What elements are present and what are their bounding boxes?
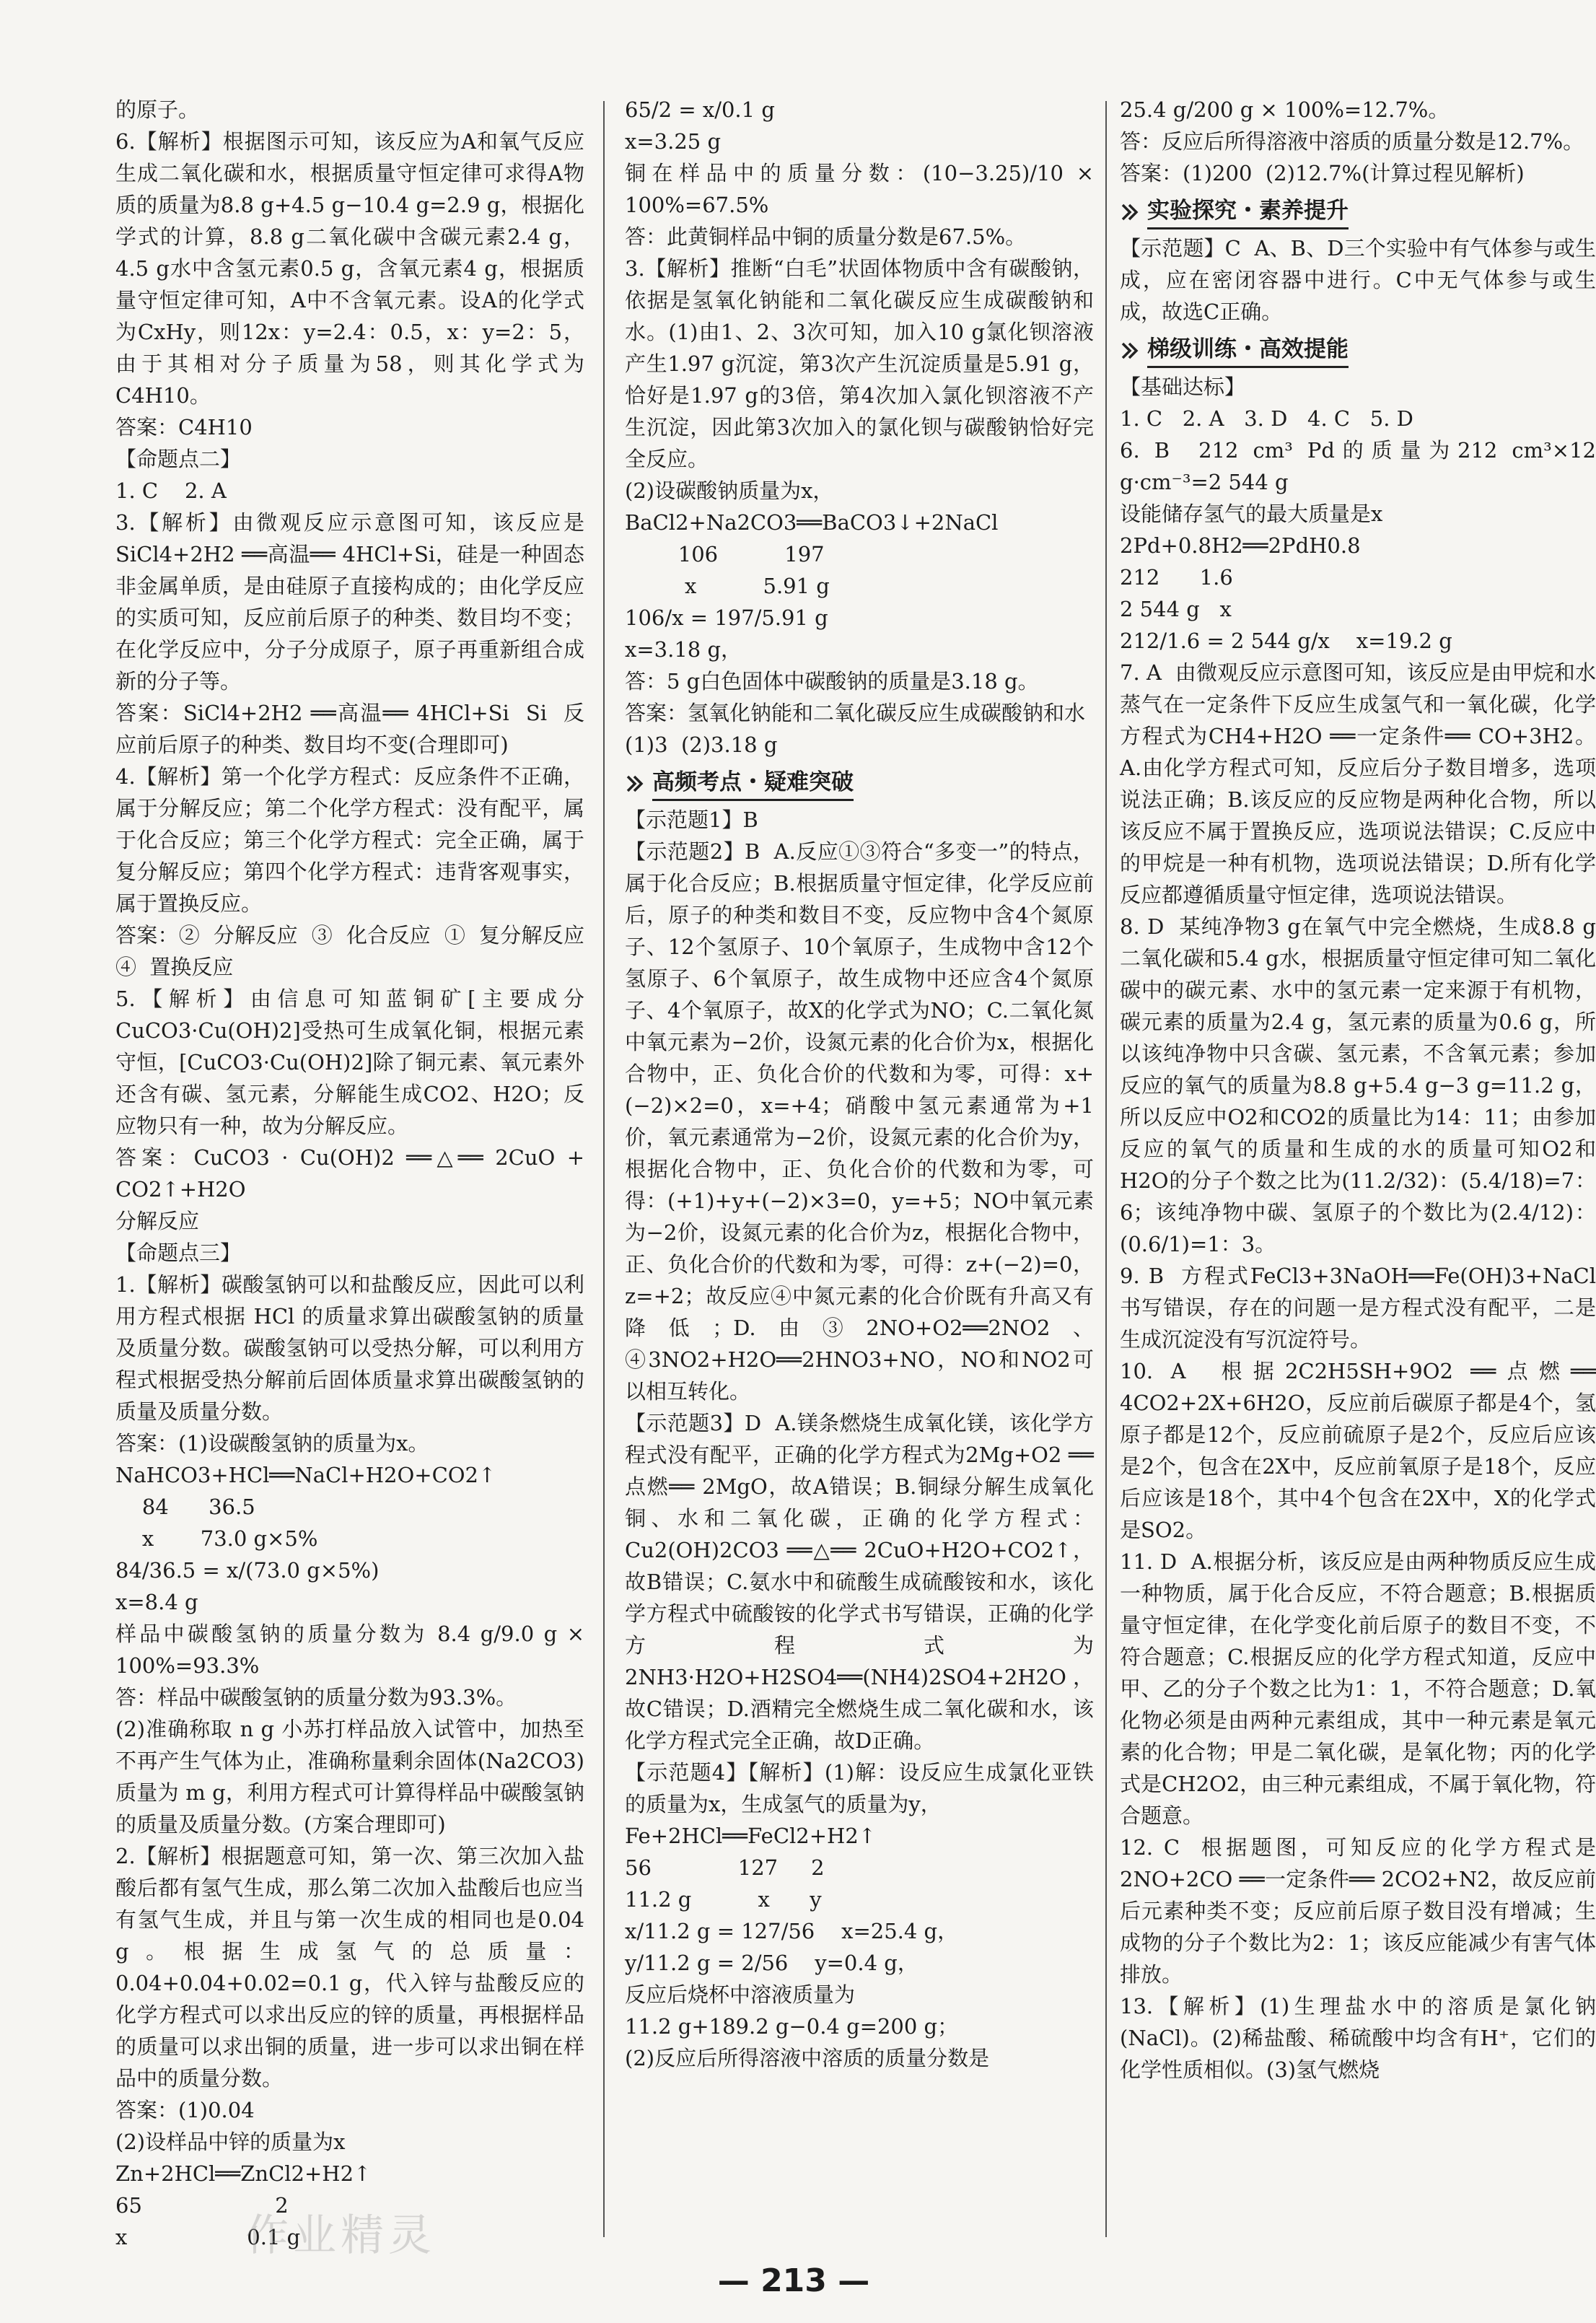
text-line: 答案：CuCO3 · Cu(OH)2 ══△══ 2CuO + CO2↑+H2O bbox=[115, 1145, 592, 1202]
text-line: 的原子。 bbox=[115, 97, 200, 122]
text-line: 【基础达标】 bbox=[1120, 375, 1246, 399]
text-line: 11.2 g+189.2 g−0.4 g=200 g； bbox=[625, 2014, 959, 2039]
text-line: 【示范题4】【解析】(1)解：设反应生成氯化亚铁的质量为x，生成氢气的质量为y， bbox=[625, 1760, 1094, 1816]
text-line: 56 127 2 bbox=[625, 1855, 825, 1880]
text-line: 84/36.5 = x/(73.0 g×5%) bbox=[115, 1558, 380, 1583]
text-line: 13.【解析】(1)生理盐水中的溶质是氯化钠(NaCl)。(2)稀盐酸、稀硫酸中均含有H⁺，它们的化学性质相似。(3)氢气燃烧 bbox=[1120, 1994, 1596, 2082]
text-line: 【命题点三】 bbox=[115, 1241, 242, 1265]
text-line: 答案：SiCl4+2H2 ══高温══ 4HCl+Si Si 反应前后原子的种类、数目均不变(合理即可) bbox=[115, 701, 584, 757]
text-line: 11.2 g x y bbox=[625, 1887, 822, 1912]
text-line: 答案：(1)设碳酸氢钠的质量为x。 bbox=[115, 1431, 429, 1456]
text-line: 106 197 bbox=[625, 542, 825, 566]
section-heading-text: 梯级训练・高效提能 bbox=[1147, 333, 1349, 368]
text-line: 答：反应后所得溶液中溶质的质量分数是12.7%。 bbox=[1120, 129, 1584, 154]
chevron-right-icon bbox=[625, 774, 645, 794]
text-line: 答案：(1)200 (2)12.7%(计算过程见解析) bbox=[1120, 161, 1525, 185]
text-line: x 73.0 g×5% bbox=[115, 1526, 318, 1551]
text-line: (2)准确称取 n g 小苏打样品放入试管中，加热至不再产生气体为止，准确称量剩余固体(Na2CO3)质量为 m g，利用方程式可计算得样品中碳酸氢钠的质量及质量分数。(方案合理即可) bbox=[115, 1717, 584, 1837]
text-line: 2 544 g x bbox=[1120, 597, 1232, 621]
text-line: 84 36.5 bbox=[115, 1495, 255, 1519]
text-line: 反应后烧杯中溶液质量为 bbox=[625, 1982, 856, 2007]
text-line: 答：此黄铜样品中铜的质量分数是67.5%。 bbox=[625, 224, 1027, 249]
text-line: (2)设碳酸钠质量为x， bbox=[625, 478, 834, 503]
text-line: 212/1.6 = 2 544 g/x x=19.2 g bbox=[1120, 629, 1452, 653]
section-heading-text: 实验探究・素养提升 bbox=[1147, 195, 1349, 229]
text-line: 铜在样品中的质量分数：(10−3.25)/10 × 100%=67.5% bbox=[625, 161, 1101, 217]
text-line: 11. D A.根据分析，该反应是由两种物质反应生成一种物质，属于化合反应，不符合题意；B.根据质量守恒定律，在化学变化前后原子的数目不变，不符合题意；C.根据反应的化学方程式知道，反应中甲、乙的分子个数之比为1：1，不符合题意；D.氧化物必须是由两种元素组成，其中一种元素是氧元素的化合物；甲是二氧化碳，是氧化物；丙的化学式是CH2O2，由三种元素组成，不属于氧化物，符合题意。 bbox=[1120, 1549, 1596, 1828]
text-line: 答：样品中碳酸氢钠的质量分数为93.3%。 bbox=[115, 1685, 517, 1710]
text-line: 106/x = 197/5.91 g bbox=[625, 605, 828, 630]
section-heading-text: 高频考点・疑难突破 bbox=[652, 766, 854, 801]
text-line: 答案：C4H10 bbox=[115, 415, 253, 439]
chevron-right-icon bbox=[1120, 341, 1140, 361]
column-divider bbox=[603, 101, 605, 2237]
text-line: Zn+2HCl══ZnCl2+H2↑ bbox=[115, 2161, 372, 2186]
column-divider bbox=[1105, 101, 1107, 2237]
text-line: x 5.91 g bbox=[625, 574, 830, 598]
text-line: 2.【解析】根据题意可知，第一次、第三次加入盐酸后都有氢气生成，那么第二次加入盐酸后也应当有氢气生成，并且与第一次生成的相同也是0.04 g。根据生成氢气的总质量：0.04+0.04+0.02=0.1 g，代入锌与盐酸反应的化学方程式可以求出反应的锌的质量，再根据样品的质量可以求出铜的质量，进一步可以求出铜在样品中的质量分数。 bbox=[115, 1844, 592, 2091]
text-line: 12. C 根据题图，可知反应的化学方程式是2NO+2CO ══一定条件══ 2CO2+N2，故反应前后元素种类不变；反应前后原子数目没有增减；生成物的分子个数比为2：1；该反应能减少有害气体排放。 bbox=[1120, 1835, 1596, 1987]
text-line: x=3.25 g bbox=[625, 129, 722, 154]
text-line: (2)反应后所得溶液中溶质的质量分数是 bbox=[625, 2046, 990, 2070]
text-line: 【示范题3】D A.镁条燃烧生成氧化镁，该化学方程式没有配平，正确的化学方程式为2Mg+O2 ══点燃══ 2MgO，故A错误；B.铜绿分解生成氧化铜、水和二氧化碳，正确的化学方程式：Cu2(OH)2CO3 ══△══ 2CuO+H2O+CO2↑，故B错误；C.氨水中和硫酸生成硫酸铵和水，该化学方程式中硫酸铵的化学式书写错误，正确的化学方程式为2NH3·H2O+H2SO4══(NH4)2SO4+2H2O，故C错误；D.酒精完全燃烧生成二氧化碳和水，该化学方程式完全正确，故D正确。 bbox=[625, 1411, 1094, 1753]
text-line: 8. D 某纯净物3 g在氧气中完全燃烧，生成8.8 g二氧化碳和5.4 g水，根据质量守恒定律可知二氧化碳中的碳元素、水中的氢元素一定来源于有机物，碳元素的质量为2.4 g，氢元素的质量为0.6 g，所以该纯净物中只含碳、氢元素，不含氧元素；参加反应的氧气的质量为8.8 g+5.4 g−3 g=11.2 g，所以反应中O2和CO2的质量比为14：11；由参加反应的氧气的质量和生成的水的质量可知O2和H2O的分子个数之比为(11.2/32)：(5.4/18)=7：6；该纯净物中碳、氢原子的个数比为(2.4/12)：(0.6/1)=1：3。 bbox=[1120, 914, 1596, 1256]
text-line: 答案：(1)0.04 bbox=[115, 2098, 255, 2122]
text-line: 样品中碳酸氢钠的质量分数为 8.4 g/9.0 g × 100%=93.3% bbox=[115, 1622, 592, 1678]
text-line: BaCl2+Na2CO3══BaCO3↓+2NaCl bbox=[625, 510, 999, 535]
text-line: 5.【解析】由信息可知蓝铜矿[主要成分CuCO3·Cu(OH)2]受热可生成氧化铜，根据元素守恒，[CuCO3·Cu(OH)2]除了铜元素、氧元素外还含有碳、氢元素，分解能生成CO2、H2O；反应物只有一种，故为分解反应。 bbox=[115, 986, 584, 1138]
text-line: 6. B 212 cm³ Pd的质量为212 cm³×12 g·cm⁻³=2 544 g bbox=[1120, 438, 1596, 494]
text-line: 答案：氢氧化钠能和二氧化碳反应生成碳酸钠和水 bbox=[625, 701, 1086, 725]
text-line: 分解反应 bbox=[115, 1209, 200, 1233]
text-line: Fe+2HCl══FeCl2+H2↑ bbox=[625, 1824, 877, 1848]
text-line: 答：5 g白色固体中碳酸钠的质量是3.18 g。 bbox=[625, 669, 1039, 694]
text-line: (1)3 (2)3.18 g bbox=[625, 732, 778, 757]
text-line: 25.4 g/200 g × 100%=12.7%。 bbox=[1120, 97, 1450, 122]
text-line: 设能储存氢气的最大质量是x bbox=[1120, 502, 1383, 526]
text-line: 【示范题2】B A.反应①③符合“多变一”的特点，属于化合反应；B.根据质量守恒定律，化学反应前后，原子的种类和数目不变，反应物中含4个氮原子、12个氢原子、10个氧原子，生成物中含12个氢原子、6个氧原子，故生成物中还应含4个氮原子、4个氧原子，故X的化学式为NO；C.二氧化氮中氧元素为−2价，设氮元素的化合价为x，根据化合物中，正、负化合价的代数和为零，可得：x+(−2)×2=0，x=+4；硝酸中氢元素通常为+1价，氧元素通常为−2价，设氮元素的化合价为y，根据化合物中，正、负化合价的代数和为零，可得：(+1)+y+(−2)×3=0，y=+5；NO中氧元素为−2价，设氮元素的化合价为z，根据化合物中，正、负化合价的代数和为零，可得：z+(−2)=0，z=+2；故反应④中氮元素的化合价既有升高又有降低；D.由③2NO+O2══2NO2、④3NO2+H2O══2HNO3+NO，NO和NO2可以相互转化。 bbox=[625, 839, 1094, 1404]
text-line: 【命题点二】 bbox=[115, 447, 242, 471]
column-right bbox=[1120, 94, 1596, 2230]
section-heading bbox=[1120, 333, 1596, 368]
text-line: 1.【解析】碳酸氢钠可以和盐酸反应，因此可以利用方程式根据 HCl 的质量求算出碳酸氢钠的质量及质量分数。碳酸氢钠可以受热分解，可以利用方程式根据受热分解前后固体质量求算出碳酸氢钠的质量及质量分数。 bbox=[115, 1272, 584, 1424]
text-line: 6.【解析】根据图示可知，该反应为A和氧气反应生成二氧化碳和水，根据质量守恒定律可求得A物质的质量为8.8 g+4.5 g−10.4 g=2.9 g，根据化学式的计算，8.8 g二氧化碳中含碳元素2.4 g，4.5 g水中含氢元素0.5 g，含氧元素4 g，根据质量守恒定律可知，A中不含氧元素。设A的化学式为CxHy，则12x：y=2.4：0.5，x：y=2：5，由于其相对分子质量为58，则其化学式为C4H10。 bbox=[115, 129, 584, 408]
text-line: 1. C 2. A 3. D 4. C 5. D bbox=[1120, 406, 1413, 431]
text-line: x=8.4 g bbox=[115, 1590, 198, 1614]
text-line: 10. A 根据2C2H5SH+9O2 ══点燃══ 4CO2+2X+6H2O，反应前后碳原子都是4个，氢原子都是12个，反应前硫原子是2个，反应后应该是2个，包含在2X中，反应前氧原子是18个，反应后应该是18个，其中4个包含在2X中，X的化学式是SO2。 bbox=[1120, 1359, 1596, 1542]
text-line: 65 2 bbox=[115, 2193, 289, 2218]
text-line: 7. A 由微观反应示意图可知，该反应是由甲烷和水蒸气在一定条件下反应生成氢气和一氧化碳，化学方程式为CH4+H2O ══一定条件══ CO+3H2。A.由化学方程式可知，反应后分子数目增多，选项说法正确；B.该反应的反应物是两种化合物，所以该反应不属于置换反应，选项说法错误；C.反应中的甲烷是一种有机物，选项说法错误；D.所有化学反应都遵循质量守恒定律，选项说法错误。 bbox=[1120, 660, 1596, 907]
text-line: 65/2 = x/0.1 g bbox=[625, 97, 775, 122]
text-line: 9. B 方程式FeCl3+3NaOH══Fe(OH)3+NaCl书写错误，存在的问题一是方程式没有配平，二是生成沉淀没有写沉淀符号。 bbox=[1120, 1264, 1596, 1352]
text-line: NaHCO3+HCl══NaCl+H2O+CO2↑ bbox=[115, 1463, 496, 1487]
text-line: 3.【解析】推断“白毛”状固体物质中含有碳酸钠，依据是氢氧化钠能和二氧化碳反应生成碳酸钠和水。(1)由1、2、3次可知，加入10 g氯化钡溶液产生1.97 g沉淀，第3次产生沉淀质量是5.91 g，恰好是1.97 g的3倍，第4次加入氯化钡溶液不产生沉淀，因此第3次加入的氯化钡与碳酸钠恰好完全反应。 bbox=[625, 256, 1094, 471]
text-line: x 0.1 g bbox=[115, 2225, 301, 2249]
section-heading bbox=[625, 766, 1094, 801]
watermark: 作业精灵 bbox=[245, 2210, 436, 2261]
text-line: x/11.2 g = 127/56 x=25.4 g， bbox=[625, 1919, 959, 1943]
column-middle bbox=[625, 94, 1101, 2230]
text-line: 答案：② 分解反应 ③ 化合反应 ① 复分解反应 ④ 置换反应 bbox=[115, 923, 598, 979]
text-line: 3.【解析】由微观反应示意图可知，该反应是SiCl4+2H2 ══高温══ 4HCl+Si，硅是一种固态非金属单质，是由硅原子直接构成的；由化学反应的实质可知，反应前后原子的种类、数目均不变；在化学反应中，分子分成原子，原子再重新组合成新的分子等。 bbox=[115, 510, 584, 694]
text-line: 【示范题1】B bbox=[625, 808, 758, 832]
text-line: x=3.18 g， bbox=[625, 637, 742, 662]
section-heading bbox=[1120, 195, 1596, 229]
page-number: — 213 — bbox=[717, 2262, 870, 2299]
text-line: 2Pd+0.8H2══2PdH0.8 bbox=[1120, 533, 1361, 558]
text-line: (2)设样品中锌的质量为x bbox=[115, 2130, 346, 2154]
text-line: y/11.2 g = 2/56 y=0.4 g， bbox=[625, 1951, 918, 1975]
text-line: 212 1.6 bbox=[1120, 565, 1233, 590]
text-line: 【示范题】C A、B、D三个实验中有气体参与或生成，应在密闭容器中进行。C中无气体参与或生成，故选C正确。 bbox=[1120, 236, 1596, 324]
chevron-right-icon bbox=[1120, 202, 1140, 222]
text-line: 1. C 2. A bbox=[115, 478, 227, 503]
text-line: 4.【解析】第一个化学方程式：反应条件不正确，属于分解反应；第二个化学方程式：没有配平，属于化合反应；第三个化学方程式：完全正确，属于复分解反应；第四个化学方程式：违背客观事实，属于置换反应。 bbox=[115, 764, 584, 916]
